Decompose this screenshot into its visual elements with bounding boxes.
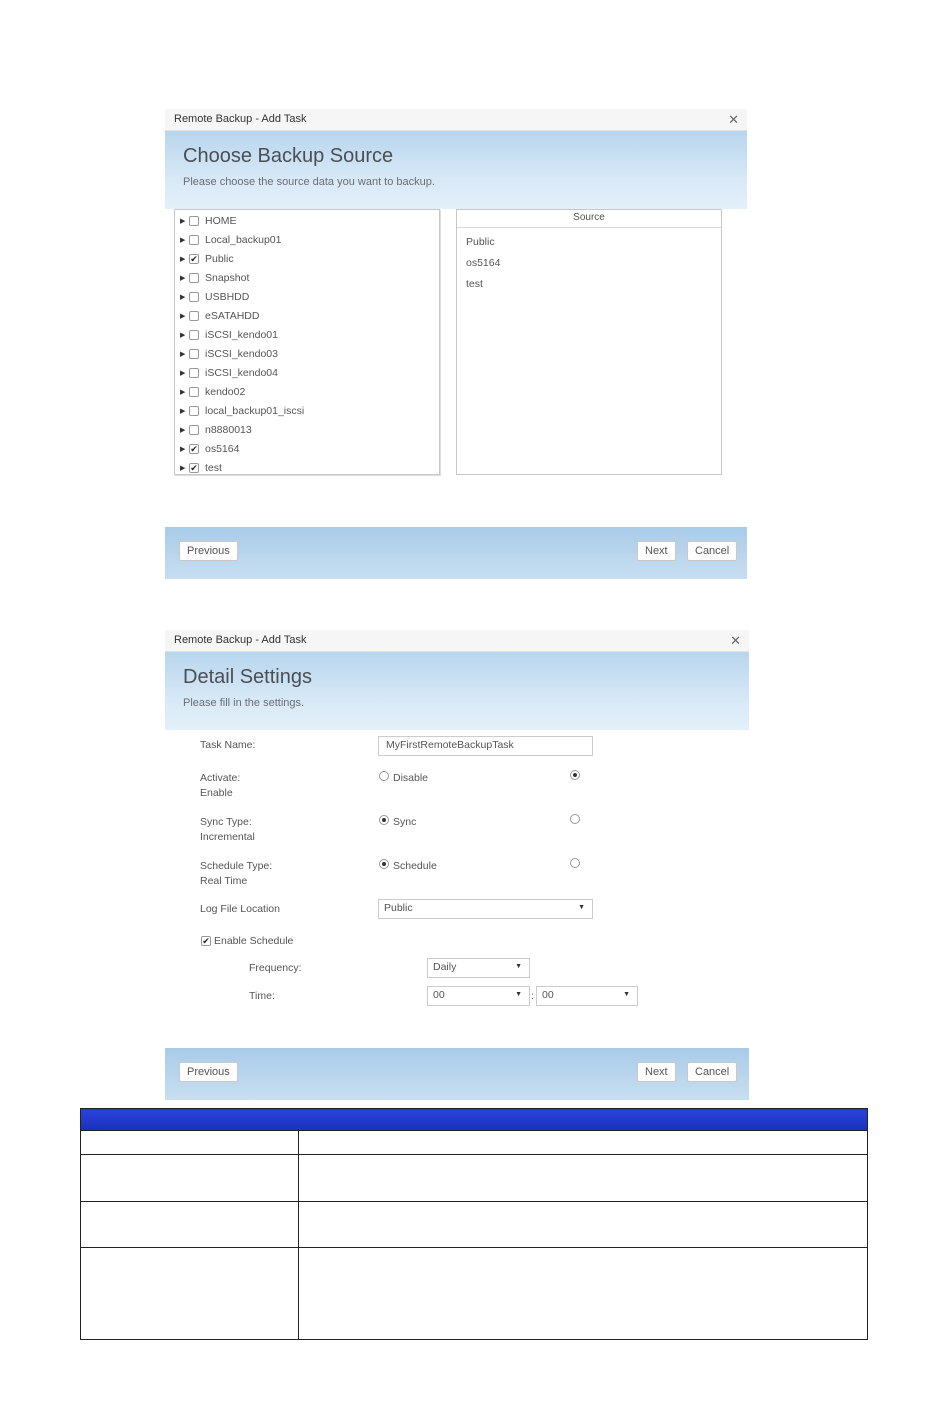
tree-item-label: os5164 bbox=[205, 442, 240, 455]
tree-item-label: n8880013 bbox=[205, 423, 252, 436]
tree-item-label: test bbox=[205, 461, 222, 474]
table-cell bbox=[299, 1202, 868, 1248]
expand-arrow-icon[interactable]: ▶ bbox=[180, 331, 186, 339]
expand-arrow-icon[interactable]: ▶ bbox=[180, 388, 186, 396]
chevron-down-icon: ▼ bbox=[515, 963, 522, 970]
tree-item-label: HOME bbox=[205, 214, 237, 227]
tree-item-label: kendo02 bbox=[205, 385, 246, 398]
tree-item-checkbox[interactable] bbox=[189, 311, 199, 321]
next-button[interactable]: Next bbox=[637, 1062, 676, 1082]
table-cell bbox=[299, 1155, 868, 1202]
sync-type-sync-radio[interactable] bbox=[379, 815, 389, 825]
dialog-title: Remote Backup - Add Task bbox=[174, 634, 307, 646]
settings-table bbox=[80, 1108, 868, 1340]
tree-item-checkbox[interactable] bbox=[189, 406, 199, 416]
tree-item[interactable] bbox=[175, 401, 439, 420]
expand-arrow-icon[interactable]: ▶ bbox=[180, 445, 186, 453]
expand-arrow-icon[interactable]: ▶ bbox=[180, 255, 186, 263]
cancel-button[interactable]: Cancel bbox=[687, 541, 737, 561]
schedule-type-label: Schedule Type: bbox=[200, 860, 273, 872]
page-subtitle: Please fill in the settings. bbox=[183, 697, 305, 709]
source-item: os5164 bbox=[466, 257, 501, 269]
chevron-down-icon: ▼ bbox=[578, 904, 585, 911]
log-file-location-value: Public bbox=[384, 902, 413, 914]
table-header-row bbox=[81, 1109, 868, 1131]
tree-item[interactable] bbox=[175, 306, 439, 325]
table-header-cell bbox=[81, 1109, 868, 1131]
time-hour-select[interactable] bbox=[427, 986, 530, 1006]
dialog-banner bbox=[165, 131, 747, 209]
tree-item-label: USBHDD bbox=[205, 290, 250, 303]
tree-item-checkbox[interactable]: ✔ bbox=[190, 253, 198, 264]
tree-item-checkbox[interactable] bbox=[189, 292, 199, 302]
tree-item[interactable] bbox=[175, 268, 439, 287]
expand-arrow-icon[interactable]: ▶ bbox=[180, 217, 186, 225]
expand-arrow-icon[interactable]: ▶ bbox=[180, 236, 186, 244]
tree-item-checkbox[interactable]: ✔ bbox=[190, 443, 198, 454]
table-cell bbox=[299, 1248, 868, 1340]
tree-item-checkbox[interactable]: ✔ bbox=[190, 462, 198, 473]
tree-item-label: iSCSI_kendo01 bbox=[205, 328, 278, 341]
source-list-panel bbox=[456, 209, 722, 475]
table-row bbox=[81, 1202, 868, 1248]
tree-item-checkbox[interactable] bbox=[189, 349, 199, 359]
dialog-title: Remote Backup - Add Task bbox=[174, 113, 307, 125]
log-file-location-select[interactable] bbox=[378, 899, 593, 919]
dialog-banner bbox=[165, 652, 749, 730]
dialog-footer bbox=[165, 527, 747, 579]
table-row bbox=[81, 1155, 868, 1202]
close-icon[interactable]: ✕ bbox=[728, 112, 739, 127]
tree-item-checkbox[interactable] bbox=[189, 425, 199, 435]
activate-enable-label: Enable bbox=[200, 787, 233, 799]
schedule-type-schedule-radio[interactable] bbox=[379, 859, 389, 869]
log-file-location-label: Log File Location bbox=[200, 903, 280, 915]
sync-type-sync-label: Sync bbox=[393, 816, 417, 828]
frequency-value: Daily bbox=[433, 961, 457, 973]
source-column-header: Source bbox=[457, 210, 721, 228]
tree-item-label: Snapshot bbox=[205, 271, 250, 284]
task-name-label: Task Name: bbox=[200, 739, 256, 751]
close-icon[interactable]: ✕ bbox=[730, 633, 741, 648]
expand-arrow-icon[interactable]: ▶ bbox=[180, 274, 186, 282]
table-cell bbox=[81, 1202, 299, 1248]
sync-type-incremental-label: Incremental bbox=[200, 831, 255, 843]
tree-item-label: iSCSI_kendo03 bbox=[205, 347, 278, 360]
page-subtitle: Please choose the source data you want to backup. bbox=[183, 176, 435, 188]
tree-item[interactable] bbox=[175, 458, 439, 477]
detail-settings-dialog bbox=[165, 630, 749, 1100]
time-label: Time: bbox=[249, 990, 275, 1002]
tree-item-label: local_backup01_iscsi bbox=[205, 404, 305, 417]
expand-arrow-icon[interactable]: ▶ bbox=[180, 312, 186, 320]
dialog-titlebar bbox=[165, 109, 747, 131]
tree-item-label: iSCSI_kendo04 bbox=[205, 366, 278, 379]
activate-disable-label: Disable bbox=[393, 772, 429, 784]
choose-backup-source-dialog bbox=[165, 109, 747, 579]
dialog-titlebar bbox=[165, 630, 749, 652]
chevron-down-icon: ▼ bbox=[515, 991, 522, 998]
time-minute-select[interactable] bbox=[536, 986, 638, 1006]
task-name-input[interactable]: MyFirstRemoteBackupTask bbox=[378, 736, 593, 756]
tree-item-label: Public bbox=[205, 252, 234, 265]
chevron-down-icon: ▼ bbox=[623, 991, 630, 998]
enable-schedule-row bbox=[201, 935, 293, 947]
time-separator: : bbox=[531, 990, 534, 1002]
schedule-type-realtime-label: Real Time bbox=[200, 875, 248, 887]
tree-item[interactable] bbox=[175, 325, 439, 344]
table-cell bbox=[299, 1131, 868, 1155]
tree-item[interactable] bbox=[175, 439, 439, 458]
tree-item-checkbox[interactable] bbox=[189, 368, 199, 378]
previous-button[interactable]: Previous bbox=[179, 1062, 238, 1082]
schedule-type-schedule-label: Schedule bbox=[393, 860, 437, 872]
expand-arrow-icon[interactable]: ▶ bbox=[180, 426, 186, 434]
tree-item[interactable] bbox=[175, 211, 439, 230]
table-row bbox=[81, 1131, 868, 1155]
source-item: test bbox=[466, 278, 483, 290]
table-cell bbox=[81, 1155, 299, 1202]
previous-button[interactable]: Previous bbox=[179, 541, 238, 561]
expand-arrow-icon[interactable]: ▶ bbox=[180, 350, 186, 358]
expand-arrow-icon[interactable]: ▶ bbox=[180, 369, 186, 377]
table-cell bbox=[81, 1131, 299, 1155]
sync-type-incremental-radio[interactable] bbox=[570, 814, 580, 824]
time-minute-value: 00 bbox=[542, 989, 554, 1001]
expand-arrow-icon[interactable]: ▶ bbox=[180, 464, 186, 472]
tree-item-checkbox[interactable] bbox=[189, 273, 199, 283]
tree-item-checkbox[interactable] bbox=[189, 387, 199, 397]
table-row bbox=[81, 1248, 868, 1340]
cancel-button[interactable]: Cancel bbox=[687, 1062, 737, 1082]
source-item: Public bbox=[466, 236, 495, 248]
tree-item[interactable] bbox=[175, 382, 439, 401]
time-hour-value: 00 bbox=[433, 989, 445, 1001]
tree-item-checkbox[interactable] bbox=[189, 216, 199, 226]
tree-item-checkbox[interactable] bbox=[189, 235, 199, 245]
tree-item[interactable] bbox=[175, 344, 439, 363]
page-title: Detail Settings bbox=[183, 666, 312, 688]
tree-item[interactable] bbox=[175, 420, 439, 439]
activate-enable-radio[interactable] bbox=[570, 770, 580, 780]
frequency-label: Frequency: bbox=[249, 962, 302, 974]
activate-label: Activate: bbox=[200, 772, 241, 784]
tree-item-checkbox[interactable] bbox=[189, 330, 199, 340]
tree-item[interactable] bbox=[175, 230, 439, 249]
expand-arrow-icon[interactable]: ▶ bbox=[180, 293, 186, 301]
tree-item[interactable] bbox=[175, 287, 439, 306]
tree-item-label: Local_backup01 bbox=[205, 233, 282, 246]
tree-item[interactable] bbox=[175, 249, 439, 268]
sync-type-label: Sync Type: bbox=[200, 816, 252, 828]
schedule-type-realtime-radio[interactable] bbox=[570, 858, 580, 868]
expand-arrow-icon[interactable]: ▶ bbox=[180, 407, 186, 415]
tree-item[interactable] bbox=[175, 363, 439, 382]
enable-schedule-label: Enable Schedule bbox=[214, 935, 294, 947]
tree-item-label: eSATAHDD bbox=[205, 309, 260, 322]
dialog-footer bbox=[165, 1048, 749, 1100]
table-cell bbox=[81, 1248, 299, 1340]
activate-disable-radio[interactable] bbox=[379, 771, 389, 781]
enable-schedule-checkbox[interactable]: ✔ bbox=[202, 936, 210, 946]
folder-tree bbox=[174, 209, 440, 475]
next-button[interactable]: Next bbox=[637, 541, 676, 561]
page-title: Choose Backup Source bbox=[183, 145, 394, 167]
frequency-select[interactable] bbox=[427, 958, 530, 978]
